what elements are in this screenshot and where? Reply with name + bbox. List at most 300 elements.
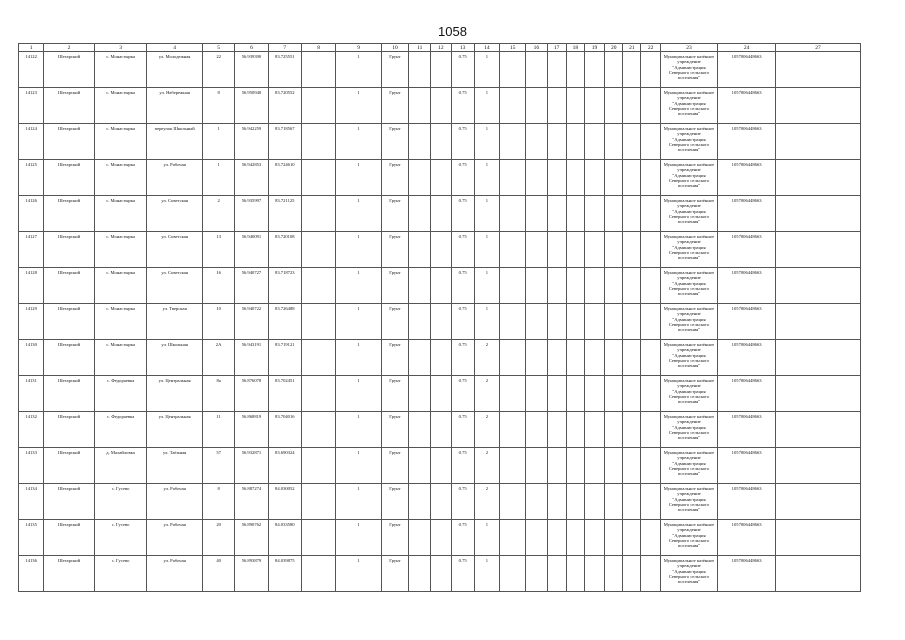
cell-empty — [605, 520, 623, 556]
cell-empty — [409, 304, 431, 340]
cell-owner: Муниципальное казённое учреждение "Администрация Северного сельского поселения" — [660, 160, 718, 196]
cell-empty — [605, 376, 623, 412]
cell-empty — [547, 268, 566, 304]
cell-empty — [431, 268, 451, 304]
cell-empty — [566, 232, 584, 268]
cell-longitude: 83.721125 — [268, 196, 301, 232]
cell-latitude: 56.932871 — [235, 448, 268, 484]
cell-street: ул. Советская — [147, 232, 203, 268]
cell-area: 0.75 — [451, 520, 474, 556]
cell-latitude: 56.943191 — [235, 340, 268, 376]
cell-house: 13 — [202, 232, 234, 268]
cell-owner: Муниципальное казённое учреждение "Администрация Северного сельского поселения" — [660, 88, 718, 124]
table-row — [19, 52, 861, 88]
table-row — [19, 124, 861, 160]
cell-ogrn: 1057006448663 — [718, 160, 776, 196]
cell-container-count: 2 — [474, 484, 499, 520]
cell-longitude: 83.718723 — [268, 268, 301, 304]
cell-house: 8 — [202, 88, 234, 124]
column-number: 10 — [381, 44, 408, 52]
cell-district: Шегарский — [44, 376, 95, 412]
cell-empty — [526, 484, 547, 520]
column-number: 23 — [660, 44, 718, 52]
cell-registry-number: 14136 — [19, 556, 44, 592]
cell-empty — [526, 88, 547, 124]
cell-locality: с. Монастырка — [94, 340, 147, 376]
column-number: 1 — [19, 44, 44, 52]
cell-container-count: 1 — [474, 160, 499, 196]
cell-area: 0.75 — [451, 412, 474, 448]
cell-area: 0.75 — [451, 232, 474, 268]
cell-empty — [605, 268, 623, 304]
cell-longitude: 84.033580 — [268, 520, 301, 556]
cell-ogrn: 1057006448663 — [718, 304, 776, 340]
cell-empty — [641, 412, 660, 448]
cell-empty — [409, 232, 431, 268]
column-number: 21 — [623, 44, 641, 52]
column-number: 12 — [431, 44, 451, 52]
cell-empty — [566, 340, 584, 376]
cell-empty — [431, 376, 451, 412]
cell-district: Шегарский — [44, 268, 95, 304]
cell-empty — [641, 484, 660, 520]
cell-latitude: 56.939390 — [235, 52, 268, 88]
cell-street: ул. Рабочая — [147, 484, 203, 520]
cell-empty — [623, 88, 641, 124]
cell-empty — [500, 520, 526, 556]
cell-empty — [566, 124, 584, 160]
column-number: 16 — [526, 44, 547, 52]
cell-empty — [301, 340, 335, 376]
column-number: 5 — [202, 44, 234, 52]
cell-empty — [775, 268, 860, 304]
column-number: 11 — [409, 44, 431, 52]
cell-empty — [526, 412, 547, 448]
cell-empty — [584, 268, 604, 304]
cell-locality: с. Гусево — [94, 484, 147, 520]
cell-empty — [301, 52, 335, 88]
cell-empty — [301, 556, 335, 592]
cell-empty — [641, 340, 660, 376]
cell-surface: Грунт — [381, 160, 408, 196]
cell-empty — [431, 196, 451, 232]
cell-house: 10 — [202, 304, 234, 340]
column-number: 9 — [336, 44, 381, 52]
cell-container-count: 1 — [474, 124, 499, 160]
table-header-row — [19, 44, 861, 52]
cell-district: Шегарский — [44, 232, 95, 268]
table-row — [19, 448, 861, 484]
cell-street: ул. Центральная — [147, 412, 203, 448]
table-row — [19, 160, 861, 196]
cell-area: 0.75 — [451, 196, 474, 232]
cell-empty — [775, 304, 860, 340]
cell-area: 0.75 — [451, 448, 474, 484]
cell-surface: Грунт — [381, 196, 408, 232]
cell-empty — [409, 52, 431, 88]
cell-area: 0.75 — [451, 484, 474, 520]
cell-ogrn: 1057006448663 — [718, 556, 776, 592]
cell-empty — [431, 52, 451, 88]
cell-owner: Муниципальное казённое учреждение "Администрация Северного сельского поселения" — [660, 124, 718, 160]
cell-empty — [641, 232, 660, 268]
cell-longitude: 83.725551 — [268, 52, 301, 88]
cell-empty — [547, 448, 566, 484]
cell-surface: Грунт — [381, 520, 408, 556]
cell-surface: Грунт — [381, 484, 408, 520]
cell-ogrn: 1057006448663 — [718, 340, 776, 376]
cell-ogrn: 1057006448663 — [718, 412, 776, 448]
cell-empty — [584, 232, 604, 268]
cell-quantity: 1 — [336, 52, 381, 88]
cell-registry-number: 14128 — [19, 268, 44, 304]
cell-locality: с. Монастырка — [94, 52, 147, 88]
cell-street: ул. Рабочая — [147, 520, 203, 556]
cell-container-count: 2 — [474, 448, 499, 484]
cell-empty — [500, 124, 526, 160]
cell-empty — [641, 376, 660, 412]
cell-empty — [584, 412, 604, 448]
cell-container-count: 1 — [474, 232, 499, 268]
cell-quantity: 1 — [336, 88, 381, 124]
column-number: 20 — [605, 44, 623, 52]
cell-empty — [566, 412, 584, 448]
cell-house: 1 — [202, 124, 234, 160]
cell-district: Шегарский — [44, 196, 95, 232]
cell-longitude: 83.702451 — [268, 376, 301, 412]
cell-empty — [566, 376, 584, 412]
cell-empty — [301, 232, 335, 268]
cell-quantity: 1 — [336, 520, 381, 556]
cell-container-count: 1 — [474, 304, 499, 340]
cell-empty — [641, 304, 660, 340]
cell-locality: с. Гусево — [94, 520, 147, 556]
cell-empty — [500, 304, 526, 340]
column-number: 13 — [451, 44, 474, 52]
column-number: 7 — [268, 44, 301, 52]
cell-ogrn: 1057006448663 — [718, 484, 776, 520]
cell-empty — [301, 412, 335, 448]
table-row — [19, 232, 861, 268]
cell-latitude: 56.876078 — [235, 376, 268, 412]
cell-empty — [431, 484, 451, 520]
cell-empty — [775, 232, 860, 268]
cell-ogrn: 1057006448663 — [718, 124, 776, 160]
cell-empty — [566, 304, 584, 340]
cell-street: ул. Советская — [147, 196, 203, 232]
cell-area: 0.75 — [451, 556, 474, 592]
cell-quantity: 1 — [336, 304, 381, 340]
cell-empty — [547, 160, 566, 196]
cell-empty — [547, 340, 566, 376]
cell-district: Шегарский — [44, 556, 95, 592]
cell-empty — [409, 196, 431, 232]
cell-locality: с. Монастырка — [94, 196, 147, 232]
cell-registry-number: 14126 — [19, 196, 44, 232]
cell-empty — [547, 484, 566, 520]
cell-owner: Муниципальное казённое учреждение "Администрация Северного сельского поселения" — [660, 52, 718, 88]
column-number: 4 — [147, 44, 203, 52]
cell-registry-number: 14127 — [19, 232, 44, 268]
cell-container-count: 2 — [474, 412, 499, 448]
cell-longitude: 83.720108 — [268, 232, 301, 268]
cell-empty — [566, 448, 584, 484]
cell-owner: Муниципальное казённое учреждение "Администрация Северного сельского поселения" — [660, 196, 718, 232]
cell-empty — [500, 232, 526, 268]
cell-empty — [605, 412, 623, 448]
cell-container-count: 1 — [474, 268, 499, 304]
cell-owner: Муниципальное казённое учреждение "Администрация Северного сельского поселения" — [660, 232, 718, 268]
cell-locality: с. Монастырка — [94, 304, 147, 340]
column-number: 3 — [94, 44, 147, 52]
cell-longitude: 84.039875 — [268, 556, 301, 592]
cell-surface: Грунт — [381, 448, 408, 484]
cell-house: 1 — [202, 160, 234, 196]
cell-empty — [623, 556, 641, 592]
cell-empty — [409, 448, 431, 484]
cell-house: 8а — [202, 376, 234, 412]
cell-house: 40 — [202, 556, 234, 592]
cell-locality: с. Федораевка — [94, 376, 147, 412]
cell-quantity: 1 — [336, 412, 381, 448]
cell-empty — [775, 556, 860, 592]
cell-latitude: 56.950940 — [235, 88, 268, 124]
cell-empty — [431, 412, 451, 448]
cell-empty — [547, 124, 566, 160]
cell-empty — [641, 52, 660, 88]
cell-empty — [584, 52, 604, 88]
cell-quantity: 1 — [336, 232, 381, 268]
cell-empty — [526, 160, 547, 196]
column-number: 22 — [641, 44, 660, 52]
cell-registry-number: 14129 — [19, 304, 44, 340]
cell-house: 20 — [202, 520, 234, 556]
cell-owner: Муниципальное казённое учреждение "Администрация Северного сельского поселения" — [660, 268, 718, 304]
cell-quantity: 1 — [336, 268, 381, 304]
cell-ogrn: 1057006448663 — [718, 52, 776, 88]
table-row — [19, 520, 861, 556]
cell-empty — [623, 484, 641, 520]
cell-empty — [641, 88, 660, 124]
cell-empty — [775, 340, 860, 376]
cell-empty — [526, 376, 547, 412]
cell-empty — [500, 376, 526, 412]
cell-empty — [775, 88, 860, 124]
cell-empty — [301, 448, 335, 484]
cell-owner: Муниципальное казённое учреждение "Администрация Северного сельского поселения" — [660, 556, 718, 592]
cell-latitude: 56.887274 — [235, 484, 268, 520]
cell-surface: Грунт — [381, 52, 408, 88]
cell-empty — [641, 124, 660, 160]
cell-empty — [431, 304, 451, 340]
cell-empty — [605, 88, 623, 124]
cell-empty — [409, 484, 431, 520]
cell-empty — [775, 160, 860, 196]
cell-registry-number: 14123 — [19, 88, 44, 124]
cell-area: 0.75 — [451, 52, 474, 88]
cell-empty — [409, 412, 431, 448]
cell-empty — [623, 412, 641, 448]
cell-empty — [409, 376, 431, 412]
cell-house: 8 — [202, 484, 234, 520]
cell-owner: Муниципальное казённое учреждение "Администрация Северного сельского поселения" — [660, 520, 718, 556]
table-row — [19, 376, 861, 412]
cell-district: Шегарский — [44, 484, 95, 520]
cell-quantity: 1 — [336, 484, 381, 520]
cell-registry-number: 14134 — [19, 484, 44, 520]
cell-street: переулок Школьный — [147, 124, 203, 160]
cell-empty — [526, 520, 547, 556]
cell-locality: с. Монастырка — [94, 124, 147, 160]
cell-empty — [526, 340, 547, 376]
cell-empty — [605, 556, 623, 592]
cell-longitude: 83.720552 — [268, 88, 301, 124]
cell-empty — [623, 376, 641, 412]
cell-empty — [500, 88, 526, 124]
cell-street: ул. Тверская — [147, 304, 203, 340]
cell-empty — [500, 556, 526, 592]
cell-latitude: 56.940722 — [235, 304, 268, 340]
cell-empty — [301, 124, 335, 160]
cell-area: 0.75 — [451, 124, 474, 160]
cell-district: Шегарский — [44, 448, 95, 484]
cell-locality: с. Монастырка — [94, 232, 147, 268]
column-number: 19 — [584, 44, 604, 52]
cell-empty — [623, 520, 641, 556]
cell-empty — [584, 196, 604, 232]
cell-registry-number: 14122 — [19, 52, 44, 88]
cell-container-count: 1 — [474, 556, 499, 592]
column-number: 15 — [500, 44, 526, 52]
cell-empty — [526, 448, 547, 484]
cell-empty — [301, 268, 335, 304]
cell-longitude: 83.726488 — [268, 304, 301, 340]
cell-area: 0.75 — [451, 304, 474, 340]
cell-empty — [605, 196, 623, 232]
cell-empty — [526, 268, 547, 304]
cell-ogrn: 1057006448663 — [718, 232, 776, 268]
cell-locality: с. Монастырка — [94, 268, 147, 304]
cell-empty — [641, 196, 660, 232]
cell-empty — [775, 124, 860, 160]
cell-empty — [526, 304, 547, 340]
cell-empty — [526, 124, 547, 160]
cell-empty — [566, 520, 584, 556]
cell-latitude: 56.868819 — [235, 412, 268, 448]
cell-empty — [623, 52, 641, 88]
cell-empty — [584, 160, 604, 196]
cell-latitude: 56.940091 — [235, 232, 268, 268]
cell-surface: Грунт — [381, 232, 408, 268]
cell-owner: Муниципальное казённое учреждение "Администрация Северного сельского поселения" — [660, 376, 718, 412]
cell-quantity: 1 — [336, 196, 381, 232]
cell-empty — [775, 448, 860, 484]
cell-empty — [409, 160, 431, 196]
cell-empty — [566, 484, 584, 520]
cell-empty — [641, 268, 660, 304]
cell-locality: с. Монастырка — [94, 160, 147, 196]
cell-ogrn: 1057006448663 — [718, 88, 776, 124]
cell-empty — [409, 520, 431, 556]
cell-street: ул. Молодежная — [147, 52, 203, 88]
cell-registry-number: 14132 — [19, 412, 44, 448]
cell-ogrn: 1057006448663 — [718, 520, 776, 556]
cell-quantity: 1 — [336, 376, 381, 412]
cell-empty — [566, 160, 584, 196]
cell-area: 0.75 — [451, 88, 474, 124]
cell-district: Шегарский — [44, 340, 95, 376]
cell-empty — [605, 448, 623, 484]
cell-ogrn: 1057006448663 — [718, 376, 776, 412]
cell-empty — [500, 340, 526, 376]
cell-empty — [605, 52, 623, 88]
cell-empty — [547, 52, 566, 88]
cell-district: Шегарский — [44, 412, 95, 448]
cell-owner: Муниципальное казённое учреждение "Администрация Северного сельского поселения" — [660, 484, 718, 520]
cell-empty — [500, 412, 526, 448]
cell-empty — [431, 160, 451, 196]
cell-house: 16 — [202, 268, 234, 304]
cell-empty — [566, 52, 584, 88]
cell-surface: Грунт — [381, 340, 408, 376]
cell-surface: Грунт — [381, 268, 408, 304]
page-number: 1058 — [438, 24, 467, 39]
table-row — [19, 484, 861, 520]
column-number: 27 — [775, 44, 860, 52]
cell-street: ул. Таёжная — [147, 448, 203, 484]
table-row — [19, 88, 861, 124]
cell-empty — [500, 160, 526, 196]
cell-empty — [584, 556, 604, 592]
cell-empty — [623, 160, 641, 196]
table-row — [19, 340, 861, 376]
cell-empty — [547, 520, 566, 556]
cell-registry-number: 14133 — [19, 448, 44, 484]
cell-empty — [775, 196, 860, 232]
cell-empty — [409, 268, 431, 304]
cell-empty — [566, 556, 584, 592]
cell-container-count: 1 — [474, 520, 499, 556]
cell-empty — [584, 448, 604, 484]
cell-empty — [301, 304, 335, 340]
cell-locality: с. Монастырка — [94, 88, 147, 124]
cell-longitude: 83.719121 — [268, 340, 301, 376]
column-number: 18 — [566, 44, 584, 52]
cell-empty — [641, 160, 660, 196]
cell-longitude: 83.704016 — [268, 412, 301, 448]
cell-empty — [547, 88, 566, 124]
cell-empty — [584, 484, 604, 520]
cell-empty — [500, 448, 526, 484]
cell-latitude: 56.935997 — [235, 196, 268, 232]
cell-house: 2А — [202, 340, 234, 376]
cell-empty — [431, 520, 451, 556]
cell-district: Шегарский — [44, 124, 95, 160]
cell-empty — [605, 124, 623, 160]
cell-latitude: 56.940727 — [235, 268, 268, 304]
cell-empty — [623, 124, 641, 160]
cell-empty — [775, 520, 860, 556]
cell-street: ул. Центральная — [147, 376, 203, 412]
cell-longitude: 83.724610 — [268, 160, 301, 196]
cell-empty — [547, 376, 566, 412]
column-number: 17 — [547, 44, 566, 52]
cell-district: Шегарский — [44, 88, 95, 124]
column-number: 24 — [718, 44, 776, 52]
cell-empty — [431, 556, 451, 592]
cell-owner: Муниципальное казённое учреждение "Администрация Северного сельского поселения" — [660, 304, 718, 340]
cell-empty — [526, 196, 547, 232]
